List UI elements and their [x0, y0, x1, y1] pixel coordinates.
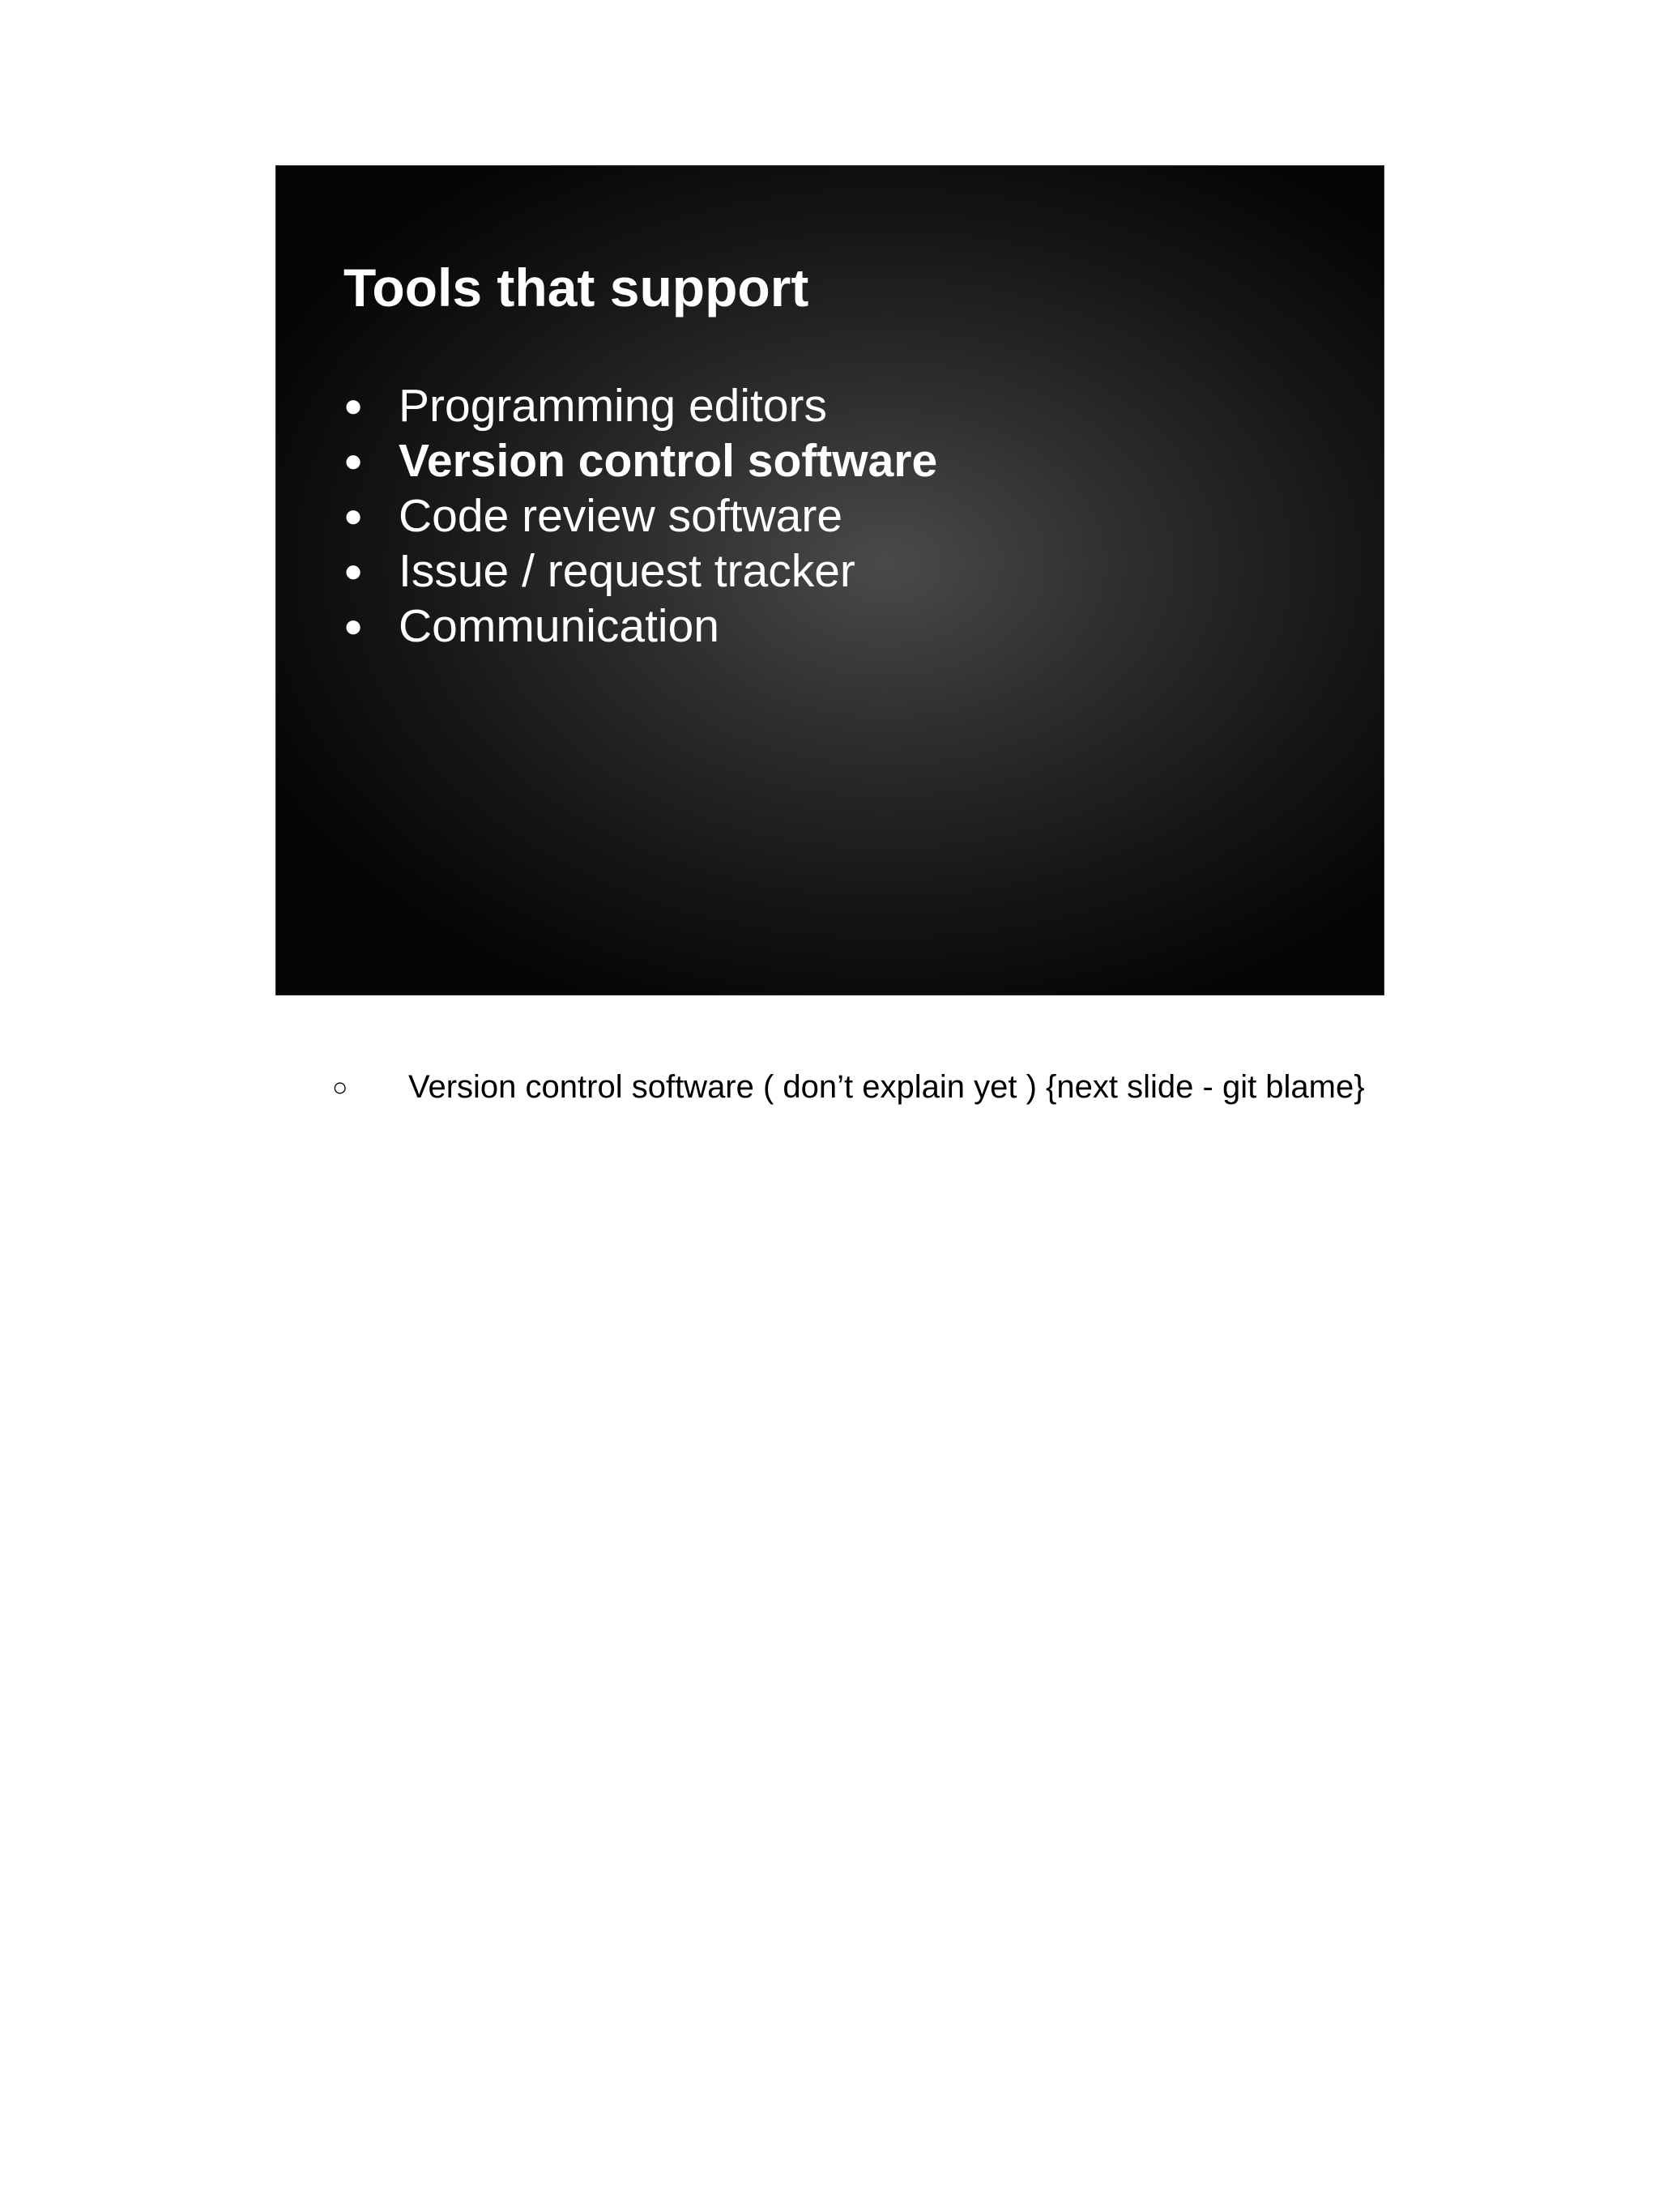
bullet-icon: ●	[343, 387, 364, 424]
slide-list-item	[343, 488, 937, 543]
slide-list-item	[343, 543, 937, 599]
slide-bullet-list	[343, 378, 937, 654]
bullet-icon: ●	[343, 497, 364, 534]
slide-list-item-text: Programming editors	[399, 380, 828, 432]
bullet-icon: ●	[343, 442, 364, 479]
speaker-note	[332, 1069, 1365, 1106]
bullet-icon: ●	[343, 552, 364, 589]
slide-list-item-text: Version control software	[399, 435, 938, 487]
slide-image	[275, 165, 1384, 995]
speaker-note-text: Version control software ( don’t explain yet ) {next slide - git blame}	[408, 1069, 1365, 1105]
slide-list-item-text: Communication	[399, 600, 719, 652]
slide-list-item-text: Code review software	[399, 490, 843, 542]
slide-list-item	[343, 378, 937, 433]
hollow-bullet-icon: ○	[332, 1072, 348, 1102]
slide-list-item	[343, 599, 937, 654]
slide-list-item-text: Issue / request tracker	[399, 545, 855, 597]
bullet-icon: ●	[343, 607, 364, 644]
slide-list-item	[343, 433, 937, 488]
slide-title: Tools that support	[343, 258, 809, 318]
